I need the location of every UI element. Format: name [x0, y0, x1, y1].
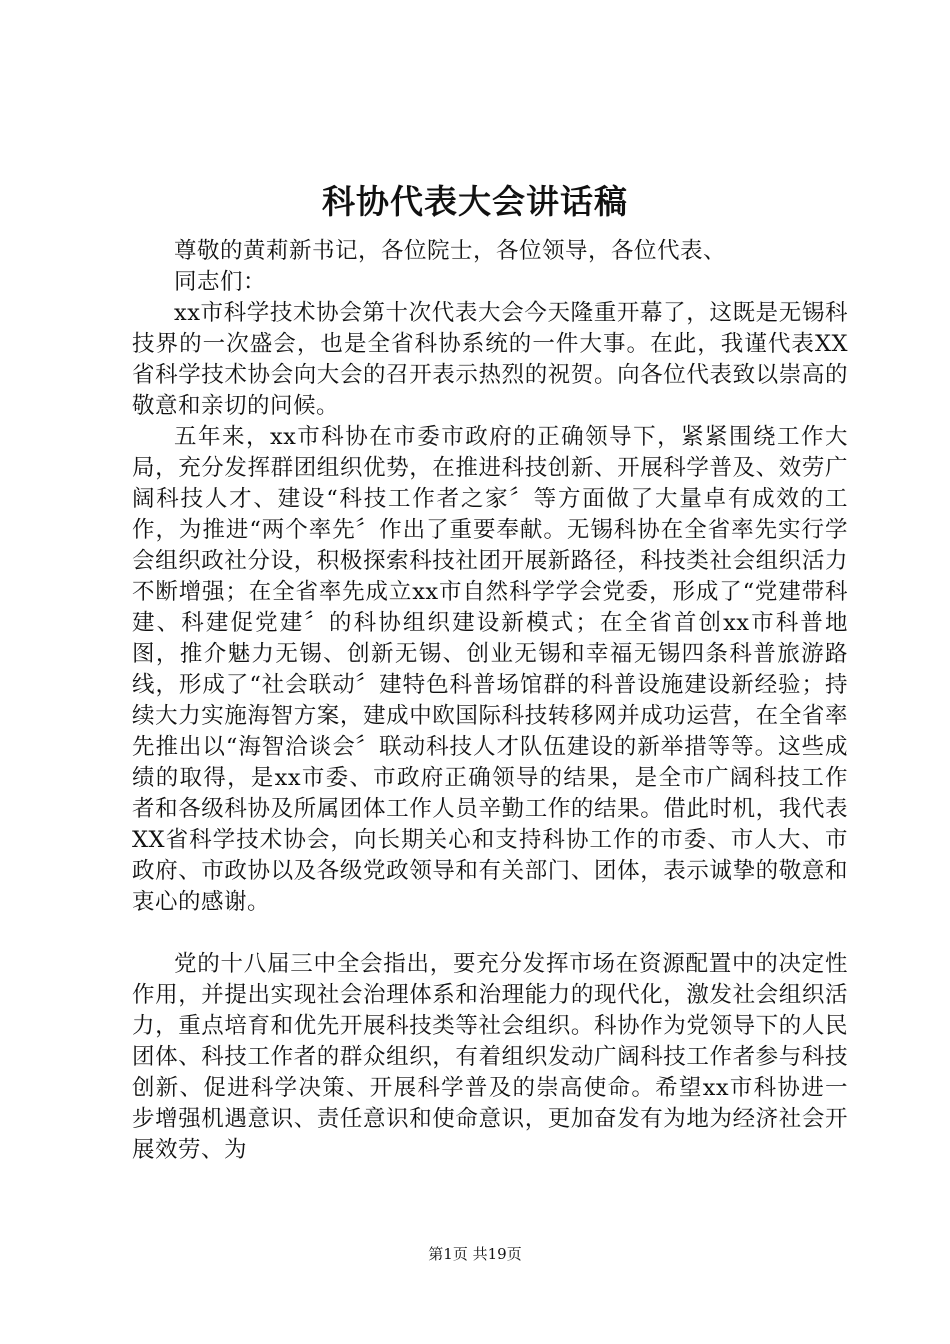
- salutation-line-1: 尊敬的黄莉新书记，各位院士，各位领导，各位代表、: [174, 238, 727, 264]
- document-body: [132, 236, 848, 1166]
- paragraph-opening: xx市科学技术协会第十次代表大会今天隆重开幕了，这既是无锡科技界的一次盛会，也是全省科协系统的一件大事。在此，我谨代表XX省科学技术协会向大会的召开表示热烈的祝贺。向各位代表致以崇高的敬意和亲切的问候。: [132, 300, 848, 419]
- paragraph-achievements: 五年来，xx市科协在市委市政府的正确领导下，紧紧围绕工作大局，充分发挥群团组织优势，在推进科技创新、开展科学普及、效劳广阔科技人才、建设“科技工作者之家〞等方面做了大量卓有成效的工作，为推进“两个率先〞作出了重要奉献。无锡科协在全省率先实行学会组织政社分设，积极探索科技社团开展新路径，科技类社会组织活力不断增强；在全省率先成立xx市自然科学学会党委，形成了“党建带科建、科建促党建〞的科协组织建设新模式；在全省首创xx市科普地图，推介魅力无锡、创新无锡、创业无锡和幸福无锡四条科普旅游路线，形成了“社会联动〞建特色科普场馆群的科普设施建设新经验；持续大力实施海智方案，建成中欧国际科技转移网并成功运营，在全省率先推出以“海智洽谈会〞联动科技人才队伍建设的新举措等等。这些成绩的取得，是xx市委、市政府正确领导的结果，是全市广阔科技工作者和各级科协及所属团体工作人员辛勤工作的结果。借此时机，我代表XX省科学技术协会，向长期关心和支持科协工作的市委、市人大、市政府、市政协以及各级党政领导和有关部门、团体，表示诚挚的敬意和衷心的感谢。: [132, 424, 848, 915]
- salutation-line-2: 同志们：: [174, 269, 267, 295]
- page-footer: 第1页 共19页: [428, 1245, 522, 1263]
- paragraph-expectations: 党的十八届三中全会指出，要充分发挥市场在资源配置中的决定性作用，并提出实现社会治理体系和治理能力的现代化，激发社会组织活力，重点培育和优先开展科技类等社会组织。科协作为党领导下的人民团体、科技工作者的群众组织，有着组织发动广阔科技工作者参与科技创新、促进科学决策、开展科学普及的崇高使命。希望xx市科协进一步增强机遇意识、责任意识和使命意识，更加奋发有为地为经济社会开展效劳、为: [132, 951, 848, 1163]
- document-title: 科协代表大会讲话稿: [322, 182, 628, 221]
- paragraph-spacer: [132, 918, 848, 949]
